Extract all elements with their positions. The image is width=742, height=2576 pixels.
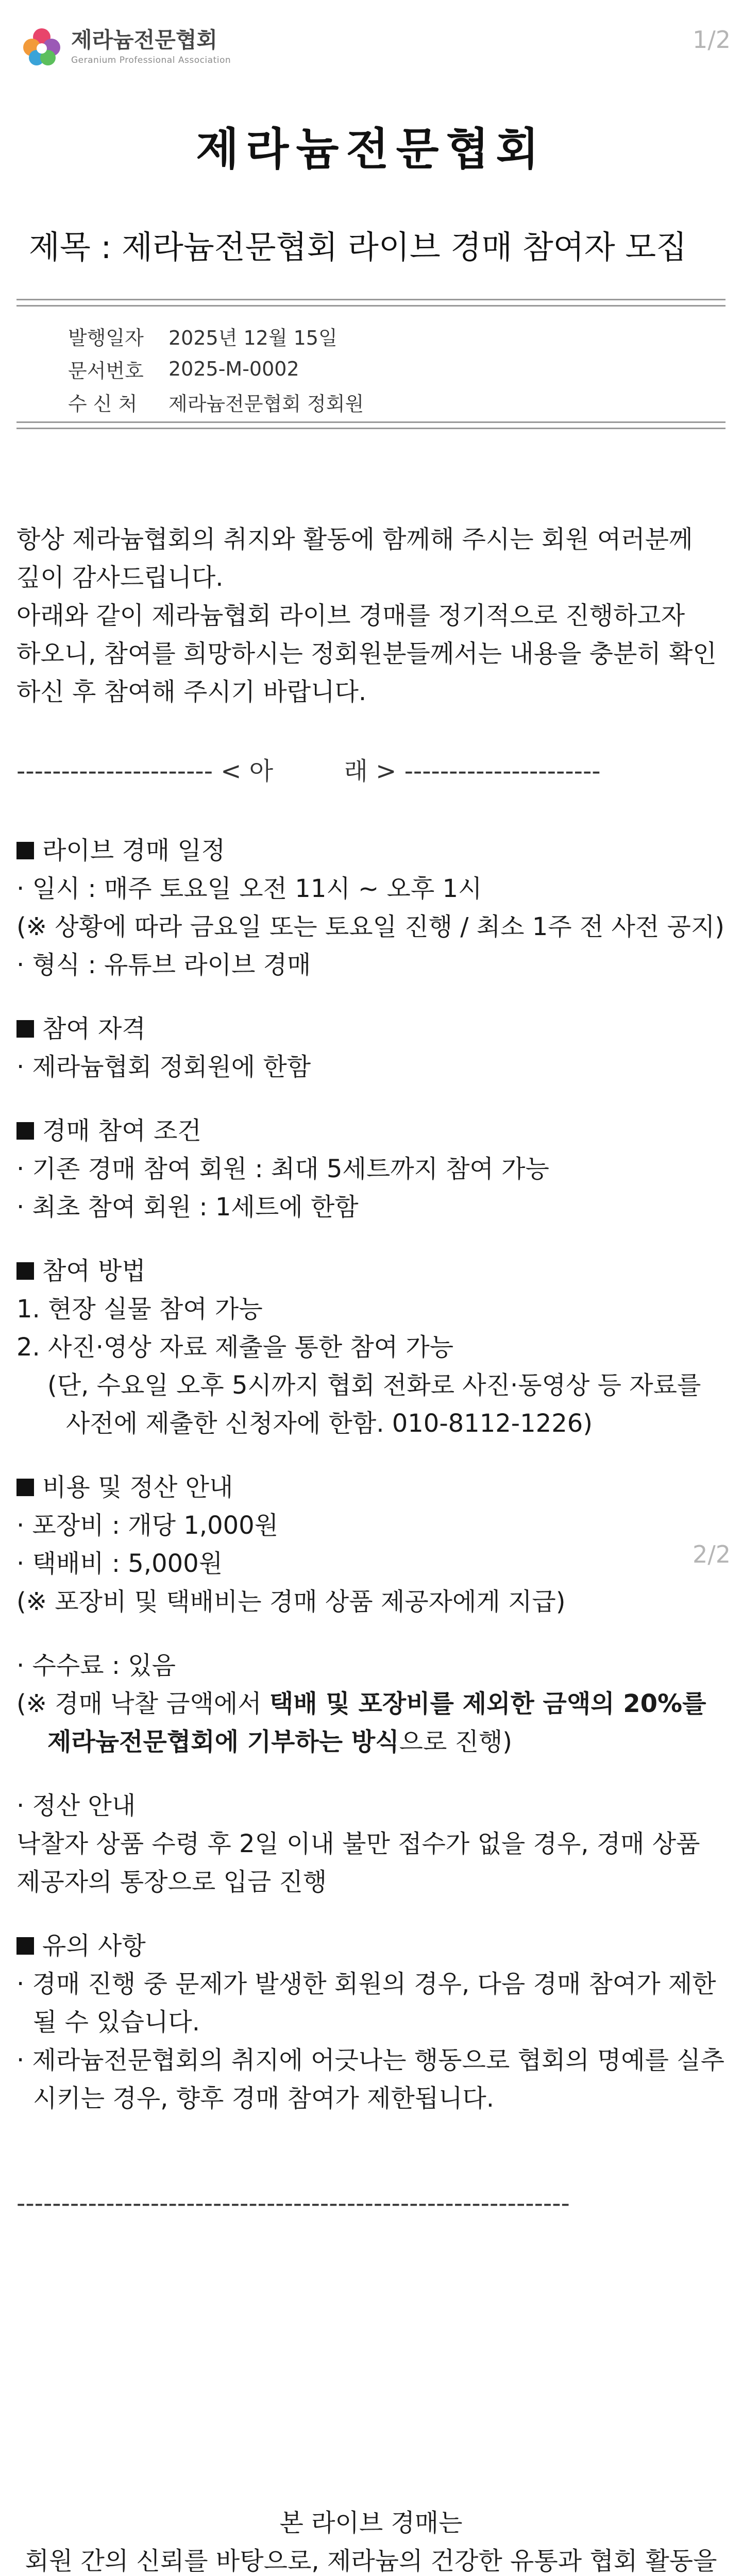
fee-paid-to: (※ 포장비 및 택배비는 경매 상품 제공자에게 지급) (16, 1587, 566, 1616)
schedule-note: (※ 상황에 따라 금요일 또는 토요일 진행 / 최소 1주 전 사전 공지) (16, 912, 724, 941)
section-title: 유의 사항 (42, 1931, 146, 1960)
method-note: 사전에 제출한 신청자에 한함. 010-8112-1226) (66, 1409, 593, 1438)
fee-commission-note (16, 1723, 728, 1761)
fee-commission-note (16, 1685, 728, 1723)
meta-key: 문서번호 (68, 359, 144, 382)
square-bullet-icon (16, 1262, 34, 1280)
section-title: 참여 방법 (42, 1257, 146, 1285)
square-bullet-icon (16, 1937, 34, 1955)
schedule-format: · 형식 : 유튜브 라이브 경매 (16, 951, 311, 979)
square-bullet-icon (16, 842, 34, 859)
section-title: 참여 자격 (42, 1014, 146, 1043)
meta-key: 발행일자 (68, 326, 144, 349)
section-heading-cautions (16, 1927, 728, 1965)
settlement-detail: 제공자의 통장으로 입금 진행 (16, 1868, 327, 1896)
caution-item: 시키는 경우, 향후 경매 참여가 제한됩니다. (33, 2084, 495, 2113)
intro-line: 깊이 감사드립니다. (16, 563, 224, 592)
section-heading-fees (16, 1468, 728, 1506)
page-number-1: 1/2 (692, 26, 731, 54)
organization-title: 제라늄전문협회 (196, 124, 546, 175)
section-title: 경매 참여 조건 (42, 1116, 201, 1145)
conditions-first: · 최초 참여 회원 : 1세트에 한함 (16, 1193, 359, 1222)
commission-note-text: 으로 진행) (399, 1727, 513, 1756)
section-title: 비용 및 정산 안내 (42, 1473, 233, 1502)
document-subject: 제목 : 제라늄전문협회 라이브 경매 참여자 모집 (29, 228, 687, 266)
intro-line: 하신 후 참여해 주시기 바랍니다. (16, 677, 367, 706)
closing-line: 회원 간의 신뢰를 바탕으로, 제라늄의 건강한 유통과 협회 활동을 (25, 2547, 717, 2575)
header-rule (16, 305, 726, 307)
fee-settlement: · 정산 안내 (16, 1791, 136, 1820)
caution-item: 될 수 있습니다. (33, 2008, 200, 2037)
conditions-existing: · 기존 경매 참여 회원 : 최대 5세트까지 참여 가능 (16, 1155, 549, 1183)
closing-line: 본 라이브 경매는 (279, 2509, 463, 2537)
page-number-2: 2/2 (692, 1540, 731, 1568)
meta-value: 제라늄전문협회 정회원 (168, 392, 364, 415)
section-heading-method (16, 1252, 728, 1290)
meta-value: 2025-M-0002 (168, 358, 299, 380)
intro-line: 항상 제라늄협회의 취지와 활동에 함께해 주시는 회원 여러분께 (16, 525, 693, 554)
method-note: (단, 수요일 오후 5시까지 협회 전화로 사진·동영상 등 자료를 (47, 1371, 701, 1400)
eligibility-item: · 제라늄협회 정회원에 한함 (16, 1053, 311, 1081)
meta-rule (16, 428, 726, 429)
caution-item: · 경매 진행 중 문제가 발생한 회원의 경우, 다음 경매 참여가 제한 (16, 1970, 716, 1998)
geranium-flower-icon (20, 25, 64, 69)
document-body (16, 520, 728, 2223)
meta-row-issue-date (68, 319, 364, 352)
section-divider-bottom: -------------------------------------------------------------- (16, 2189, 570, 2218)
square-bullet-icon (16, 1020, 34, 1038)
meta-rule (16, 421, 726, 423)
logo-name-korean: 제라늄전문협회 (71, 27, 218, 53)
header-rule (16, 299, 726, 300)
schedule-time: · 일시 : 매주 토요일 오전 11시 ~ 오후 1시 (16, 874, 482, 903)
logo-name-english: Geranium Professional Association (71, 55, 231, 66)
square-bullet-icon (16, 1479, 34, 1496)
intro-line: 하오니, 참여를 희망하시는 정회원분들께서는 내용을 충분히 확인 (16, 639, 717, 668)
method-item-2: 2. 사진·영상 자료 제출을 통한 참여 가능 (16, 1333, 454, 1362)
commission-note-bold: 제라늄전문협회에 기부하는 방식 (47, 1727, 399, 1756)
meta-key: 수 신 처 (68, 392, 138, 415)
section-title: 라이브 경매 일정 (42, 836, 226, 865)
association-logo (20, 25, 231, 69)
section-divider-top: ---------------------- < 아 래 > ---------------------- (16, 757, 601, 786)
fee-packing: · 포장비 : 개당 1,000원 (16, 1511, 279, 1540)
section-heading-eligibility (16, 1010, 728, 1048)
section-heading-schedule (16, 832, 728, 870)
commission-note-bold: 택배 및 포장비를 제외한 금액의 20%를 (269, 1689, 706, 1718)
meta-value: 2025년 12월 15일 (168, 326, 338, 349)
section-heading-conditions (16, 1112, 728, 1150)
intro-line: 아래와 같이 제라늄협회 라이브 경매를 정기적으로 진행하고자 (16, 601, 685, 630)
square-bullet-icon (16, 1122, 34, 1140)
closing-message (0, 2504, 742, 2576)
commission-note-text: (※ 경매 낙찰 금액에서 (16, 1689, 269, 1718)
settlement-detail: 낙찰자 상품 수령 후 2일 이내 불만 접수가 없을 경우, 경매 상품 (16, 1829, 700, 1858)
fee-commission: · 수수료 : 있음 (16, 1651, 176, 1680)
caution-item: · 제라늄전문협회의 취지에 어긋나는 행동으로 협회의 명예를 실추 (16, 2046, 725, 2075)
fee-shipping: · 택배비 : 5,000원 (16, 1549, 223, 1578)
method-item-1: 1. 현장 실물 참여 가능 (16, 1295, 263, 1324)
meta-row-recipient (68, 385, 364, 418)
meta-row-document-number (68, 352, 364, 385)
document-meta (68, 319, 364, 418)
